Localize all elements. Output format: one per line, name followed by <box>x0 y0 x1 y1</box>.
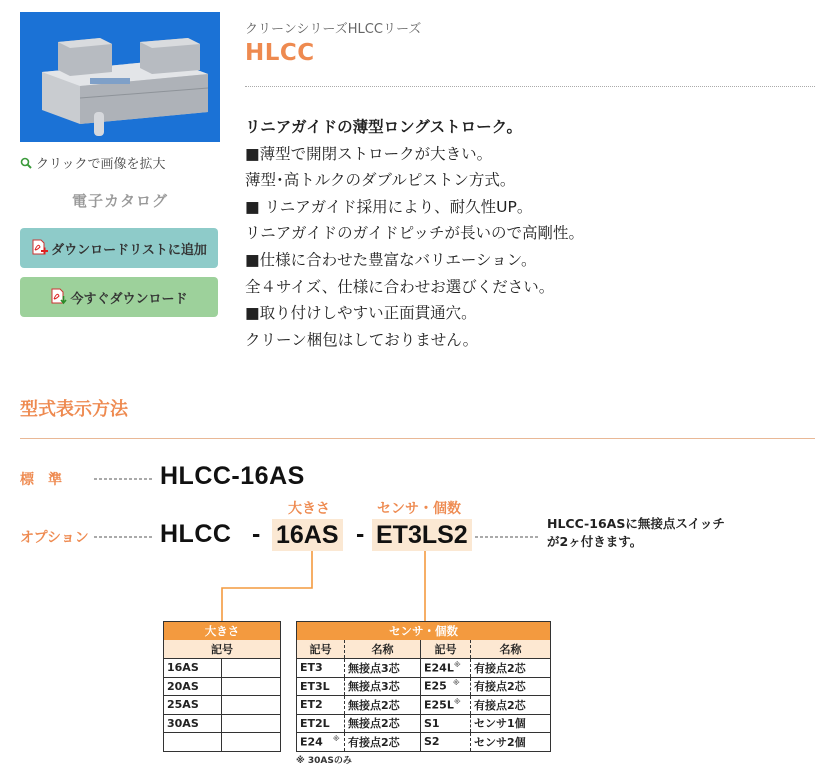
sensor-table-title: センサ・個数 <box>297 622 551 641</box>
dash-2: - <box>356 520 365 548</box>
sensor-caption: センサ・個数 <box>377 501 461 517</box>
footnote-mark: ※ <box>453 697 461 706</box>
series-name: クリーンシリーズHLCCリーズ <box>245 22 422 37</box>
option-label: オプション <box>20 530 89 546</box>
footnote-mark: ※ <box>452 679 460 688</box>
description-line: ■ リニアガイド採用により、耐久性UP。 <box>245 197 533 216</box>
add-to-download-list-label: ダウンロードリストに追加 <box>51 242 207 258</box>
standard-code: HLCC-16AS <box>160 462 305 490</box>
sensor-code: ET3LS2 <box>372 519 472 551</box>
model-title: HLCC <box>245 40 315 66</box>
footnote-mark: ※ <box>453 660 461 669</box>
footnote: ※ 30ASのみ <box>296 756 352 766</box>
description-lead: リニアガイドの薄型ロングストローク。 <box>245 118 522 136</box>
description-line: クリーン梱包はしておりません。 <box>245 330 479 349</box>
size-table-title: 大きさ <box>164 622 281 641</box>
description-line: ■仕様に合わせた豊富なバリエーション。 <box>245 250 537 269</box>
catalog-title: 電子カタログ <box>71 192 168 210</box>
table-row: 20AS <box>164 677 281 696</box>
table-row: ET2 無接点2芯 E25L※ 有接点2芯 <box>297 696 551 715</box>
table-row: 16AS <box>164 659 281 678</box>
option-note-line2: が2ヶ付きます。 <box>547 534 643 549</box>
table-row: ET3L 無接点3芯 E25 ※ 有接点2芯 <box>297 677 551 696</box>
standard-label: 標 準 <box>20 472 62 488</box>
description-line: 全４サイズ、仕様に合わせお選びください。 <box>245 277 555 296</box>
description-line: ■薄型で開閉ストロークが大きい。 <box>245 144 493 163</box>
description-line: 薄型･高トルクのダブルピストン方式。 <box>245 171 516 190</box>
size-code: 16AS <box>272 519 343 551</box>
sensor-table <box>296 621 551 752</box>
sensor-col-name: 名称 <box>345 640 421 659</box>
description-line: リニアガイドのガイドピッチが長いので高剛性。 <box>245 224 584 243</box>
zoom-label: クリックで画像を拡大 <box>36 157 166 172</box>
sensor-col-code: 記号 <box>297 640 345 659</box>
size-caption: 大きさ <box>288 501 330 517</box>
table-row: E24 ※ 有接点2芯 S2 センサ2個 <box>297 733 551 752</box>
sensor-col-name-2: 名称 <box>471 640 551 659</box>
dash-1: - <box>252 520 261 548</box>
section-title: 型式表示方法 <box>20 399 128 420</box>
size-table <box>163 621 281 752</box>
sensor-col-code-2: 記号 <box>421 640 471 659</box>
table-row <box>164 733 281 752</box>
description-line: ■取り付けしやすい正面貫通穴。 <box>245 304 477 323</box>
table-row: 30AS <box>164 714 281 733</box>
table-row: 25AS <box>164 696 281 715</box>
table-row: ET3 無接点3芯 E24L※ 有接点2芯 <box>297 659 551 678</box>
table-row: ET2L 無接点2芯 S1 センサ1個 <box>297 714 551 733</box>
option-note-line1: HLCC-16ASに無接点スイッチ <box>547 516 725 531</box>
size-table-header: 記号 <box>164 640 281 659</box>
download-now-label: 今すぐダウンロード <box>70 291 188 307</box>
footnote-mark: ※ <box>332 734 340 743</box>
option-prefix: HLCC <box>160 520 232 548</box>
